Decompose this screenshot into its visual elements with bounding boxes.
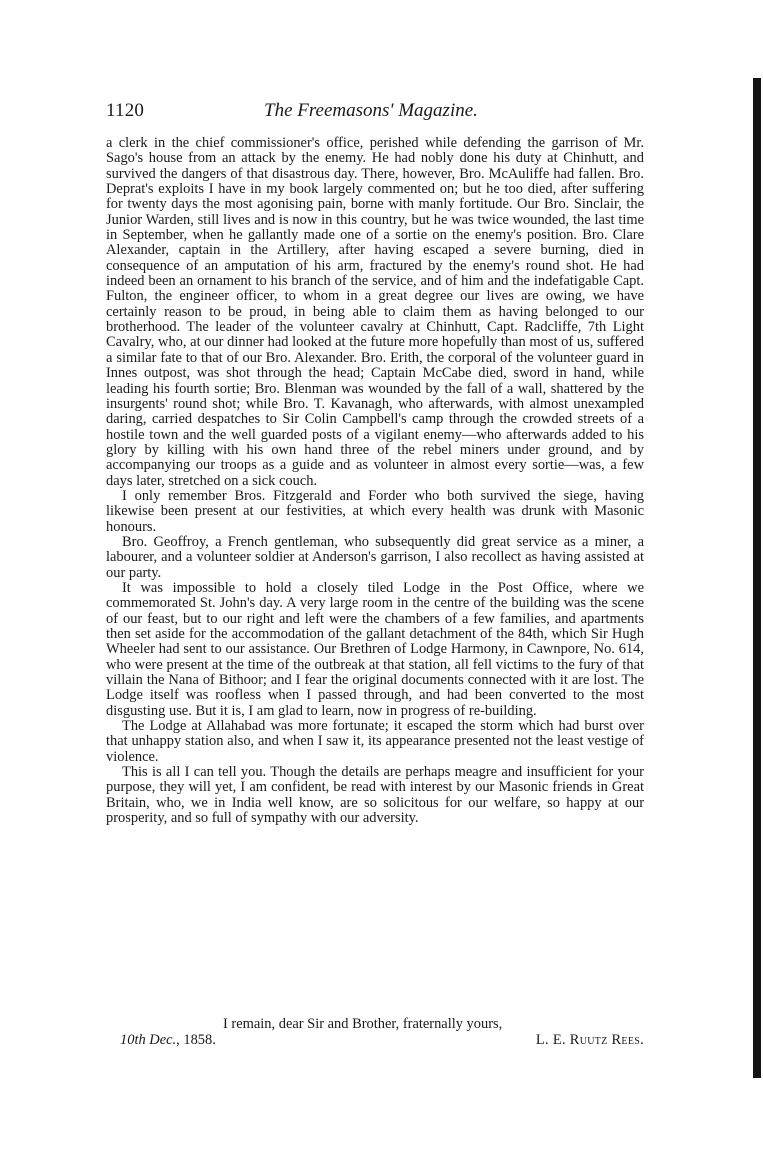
sign-off: I remain, dear Sir and Brother, fraternally yours, [223,1016,503,1032]
date-year: , 1858. [176,1032,216,1048]
letter-body [106,136,644,826]
paragraph-casualties: a clerk in the chief commissioner's office, perished while defending the garrison of Mr. Sago's house from an attack by the enemy. He had nobly done his duty at Chinhutt, and survived the dangers of that disastrous day. There, however, Bro. McAuliffe had fallen. Bro. Deprat's exploits I have in my book largely commented on; but he too died, after suffering for twenty days the most agonising pain, borne with manly fortitude. Our Bro. Sinclair, the Junior Warden, still lives and is now in this country, but he was twice wounded, the last time in September, when he gallantly made one of a sortie on the enemy's position. Bro. Clare Alexander, captain in the Artillery, after having escaped a severe burning, died in consequence of an amputation of his arm, fractured by the enemy's round shot. He had indeed been an ornament to his branch of the service, and of him and the indefatigable Capt. Fulton, the engineer officer, to whom in a great degree our lives are owing, we have certainly reason to be proud, in being able to claim them as having belonged to our brotherhood. The leader of the volunteer cavalry at Chinhutt, Capt. Radcliffe, 7th Light Cavalry, who, at our dinner had looked at the future more hopefully than most of us, suffered a similar fate to that of our Bro. Alexander. Bro. Erith, the corporal of the volunteer guard in Innes outpost, was shot through the head; Captain McCabe died, sword in hand, while leading his fourth sortie; Bro. Blenman was wounded by the fall of a wall, shattered by the insurgents' round shot; while Bro. T. Kavanagh, who afterwards, with almost unexampled daring, carried despatches to Sir Colin Campbell's camp through the crowded streets of a hostile town and the well guarded posts of a vigilant enemy—who afterwards added to his glory by killing with his own hand three of the rebel miners under ground, and by accompanying our troops as a guide and as volunteer in almost every sortie—was, a few days later, stretched on a sick couch. [106,135,644,489]
running-title: The Freemasons' Magazine. [264,100,478,121]
page-edge-shadow [753,78,761,1078]
signature: L. E. Ruutz Rees. [535,1032,644,1048]
paragraph-allahabad: The Lodge at Allahabad was more fortunate; it escaped the storm which had burst over that unhappy station also, and when I saw it, its appearance presented not the least vestige of violence. [106,718,644,765]
date-day: 10th Dec. [120,1032,177,1048]
paragraph-geoffroy: Bro. Geoffroy, a French gentleman, who subsequently did great service as a miner, a labourer, and a volunteer soldier at Anderson's garrison, I also recollect as having assisted at our party. [106,533,644,581]
page-number: 1120 [106,100,145,121]
paragraph-survivors: I only remember Bros. Fitzgerald and Forder who both survived the siege, having likewise been present at our festivities, at which every health was drunk with Masonic honours. [106,487,644,535]
letter-date [120,1033,216,1048]
paragraph-lodge-post-office: It was impossible to hold a closely tiled Lodge in the Post Office, where we commemorated St. John's day. A very large room in the centre of the building was the scene of our feast, but to our right and left were the chambers of a few families, and apartments then set aside for the accommodation of the gallant detachment of the 84th, which Sir Hugh Wheeler had sent to our assistance. Our Brethren of Lodge Harmony, in Cawnpore, No. 614, who were present at the time of the outbreak at that station, all fell victims to the fury of that villain the Nana of Bithoor; and I fear the original documents connected with it are lost. The Lodge itself was roofless when I passed through, and had been converted to the most disgusting use. But it is, I am glad to learn, now in progress of re-building. [106,579,644,719]
paragraph-conclusion: This is all I can tell you. Though the details are perhaps meagre and insufficient for your purpose, they will yet, I am confident, be read with interest by our Masonic friends in Great Britain, who, we in India well know, are so solicitous for our welfare, so happy at our prosperity, and so full of sympathy with our adversity. [106,764,644,827]
page-header [106,100,644,124]
